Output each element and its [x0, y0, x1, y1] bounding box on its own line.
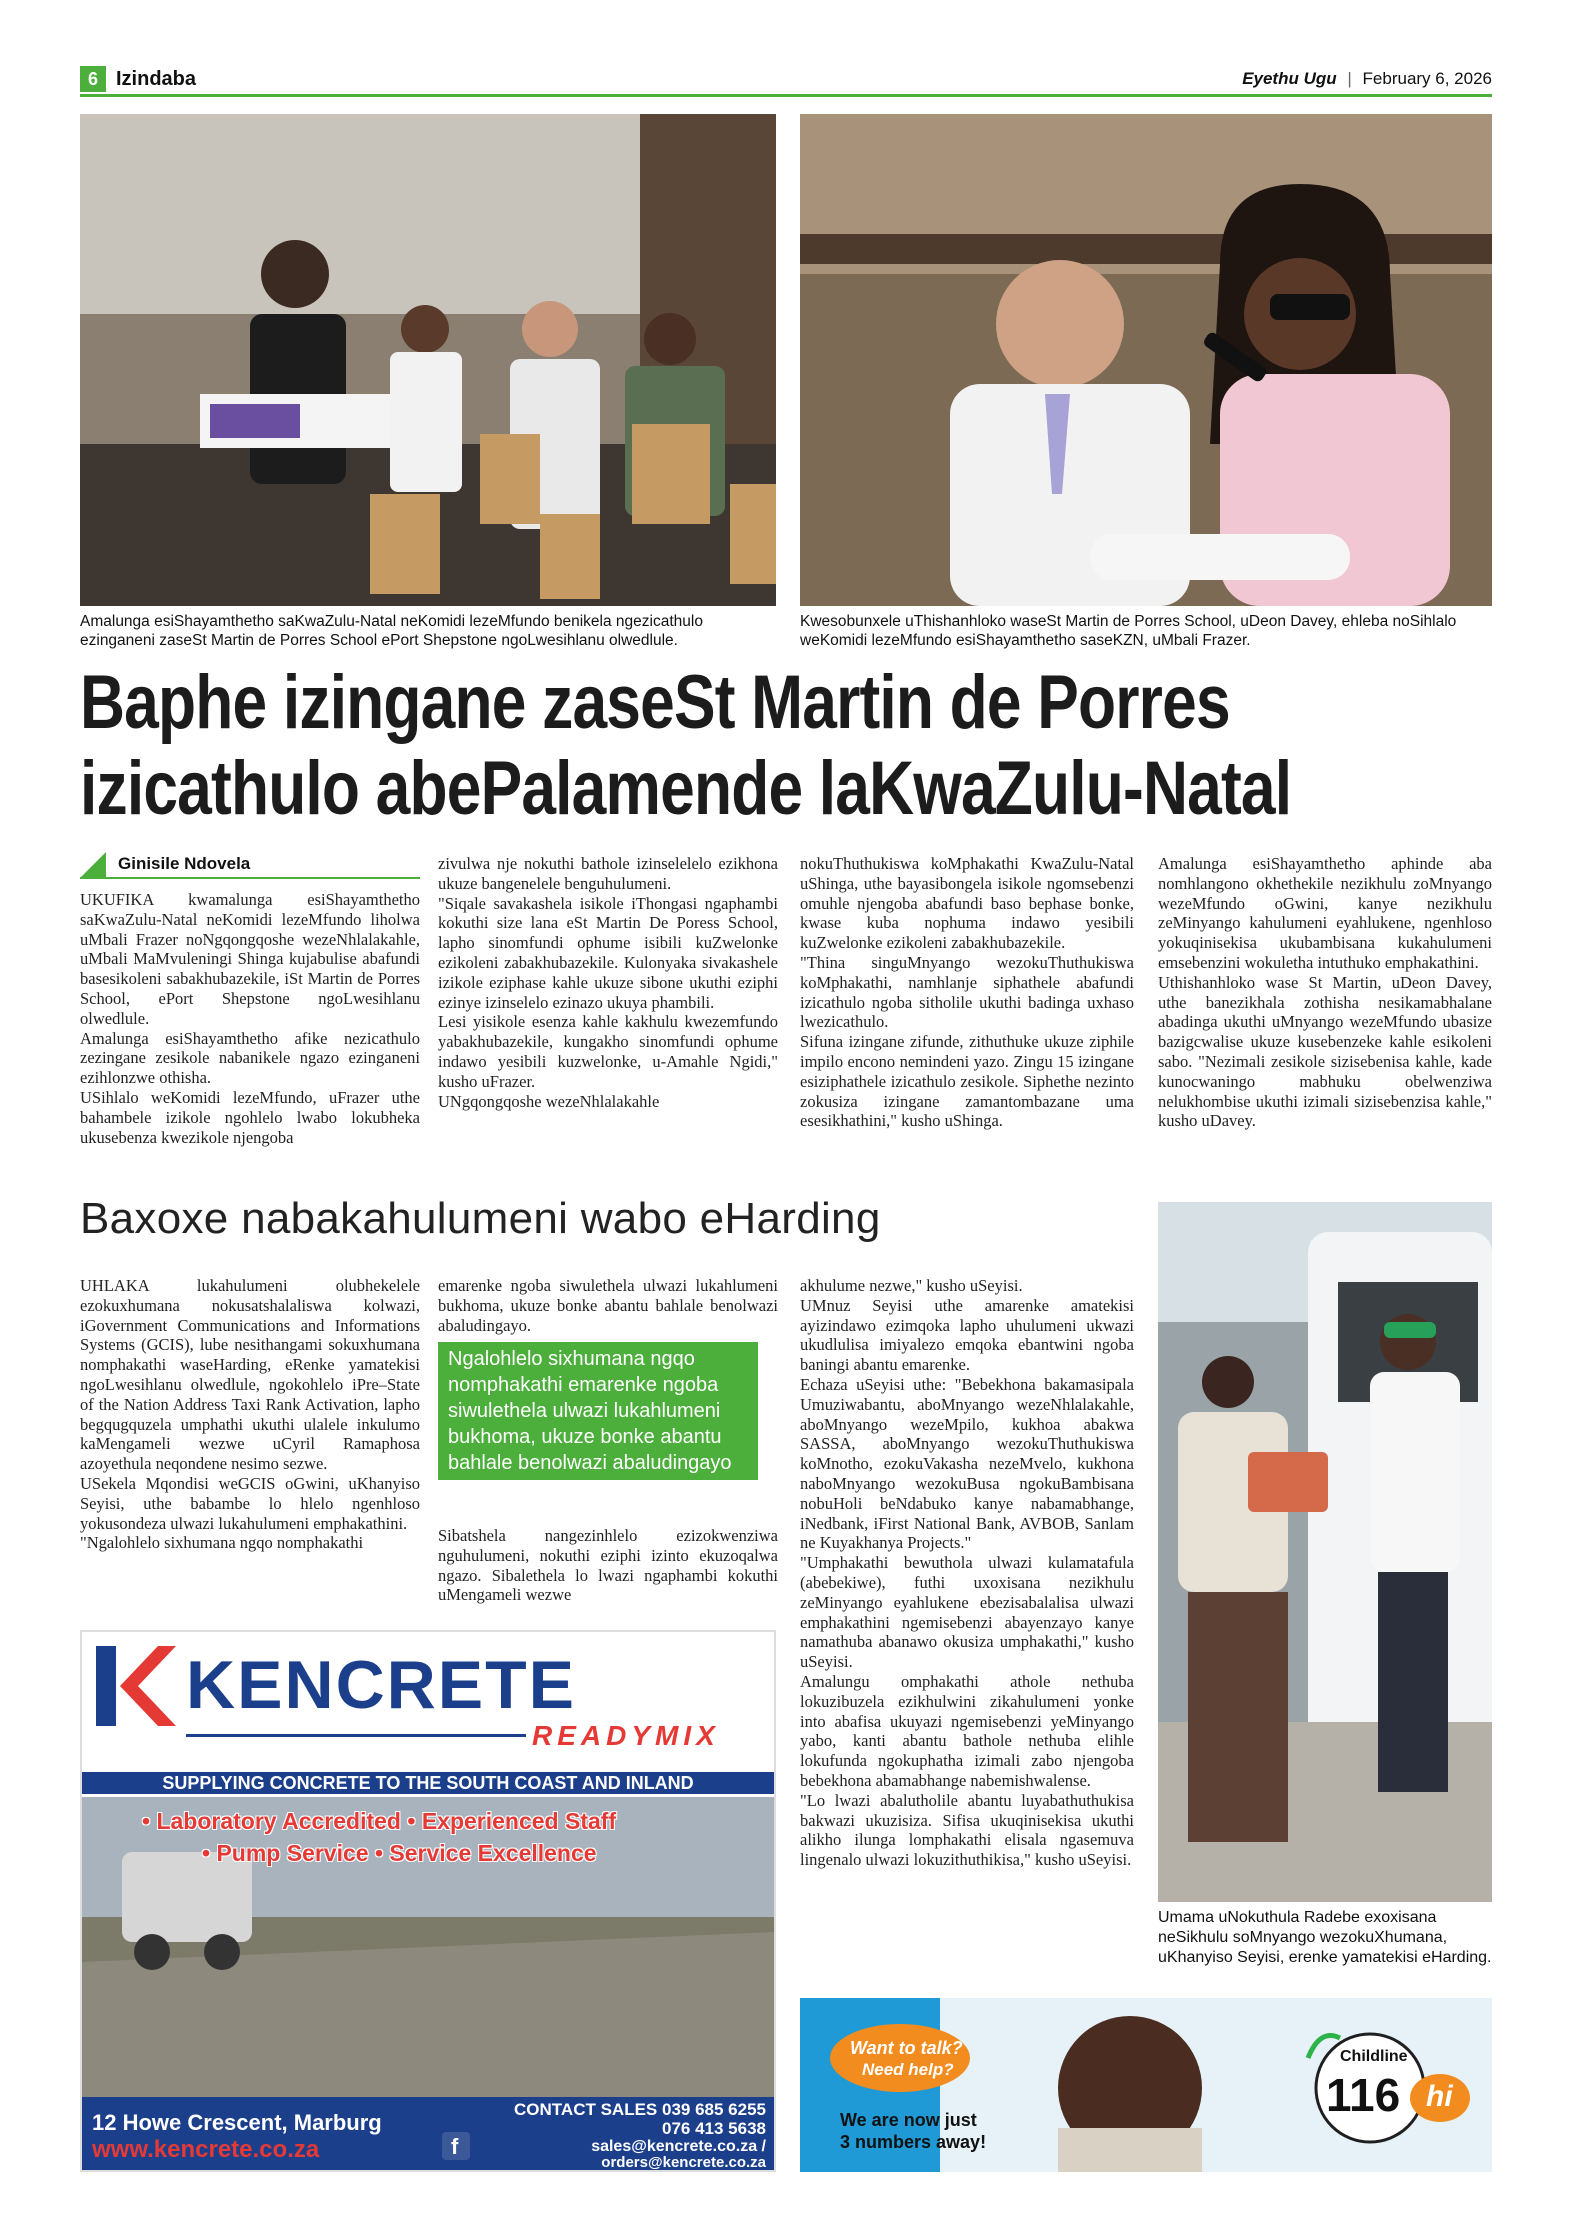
- issue-date: February 6, 2026: [1362, 69, 1492, 88]
- byline-rule: [80, 877, 420, 879]
- story2-headline: Baxoxe nabakahulumeni wabo eHarding: [80, 1194, 881, 1243]
- childline-brand: Childline: [1340, 2048, 1408, 2065]
- childline-hi: hi: [1426, 2080, 1453, 2113]
- photo-principal-and-chair: [800, 114, 1492, 606]
- publication-name: Eyethu Ugu: [1242, 69, 1337, 88]
- story1-column-4: Amalunga esiShayamthetho aphinde aba nomhlangono okhethekile nezikhulu zoMnyango wezeMfundo oGwini, kanye nezikhulu zeMinyango kahulumeni eyahlukene, ngenhloso yokuqinisekisa ukubambisana kukahulumeni emsebenzini wokuletha intuthuko emphakathini. Uthishanhloko wase St Martin, uDeon Davey, uthe banezikhala zothisha nesikamabhalane abadinga ukuthi uMnyango wezeMfundo ubasize bazigcwalise ukuze kusebenzeke kahle esikoleni sabo. "Nezimali zesikole sizisebenisa kahle, kade kunocwaningo mabhuku obelwenziwa nelukhombise ukuthi izimali sizisebenzisa kahle," kusho uDavey.: [1158, 854, 1492, 1131]
- photo-caption-taxi: Umama uNokuthula Radebe exoxisana neSikhulu soMnyango wezokuXhumana, uKhanyiso Seyisi, erenke yamatekisi eHarding.: [1158, 1909, 1492, 1966]
- story2-column-2-top: emarenke ngoba siwulethela ulwazi lukahlumeni bukhoma, ukuze bonke abantu bahlale benolwazi abaludingayo.: [438, 1276, 778, 1335]
- kencrete-email-1[interactable]: sales@kencrete.co.za /: [591, 2138, 766, 2155]
- story2-column-2-bottom: Sibatshela nangezinhlelo ezizokwenziwa nguhulumeni, nokuthi eziphi izinto ekuzoqalwa ngazo. Sibalethela lo lwazi ngaphambi kokuthi uMengameli wezwe: [438, 1526, 778, 1605]
- page-number: 6: [80, 66, 106, 92]
- childline-advert: [800, 1998, 1492, 2172]
- kencrete-contact-sales: CONTACT SALES 039 685 6255: [514, 2100, 766, 2119]
- header-rule: [80, 94, 1492, 97]
- byline: [80, 852, 420, 878]
- separator: |: [1347, 69, 1352, 88]
- story2-column-3: akhulume nezwe," kusho uSeyisi. UMnuz Seyisi uthe amarenke amatekisi ayizindawo ezimqoka lapho uhulumeni ukwazi ukudlulisa imiyalezo emqoka ebantwini ngoba baningi abantu emarenke. Echaza uSeyisi uthe: "Bebekhona bakamasipala Umuziwabantu, aboMnyango wezeNhlalakahle, aboMnyango wezeMpilo, kukhoa abakwa SASSA, aboMnyango wezokuThuthukiswa koMnotho, ezokuVakasha nezeMvelo, kukhona naboMnyango wezokuBusa ngokuBambisana nobuHoli beNdabuko kanye nabamabhange, iNedbank, iFirst National Bank, AVBOB, Sanlam ne Kuyakhanya Projects." "Umphakathi bewuthola ulwazi kulamatafula (abebekiwe), futhi uxoxisana nezikhulu zeMinyango eyahlukene ebezisabalalisa ulwazi emphakathini ngemisebenzi abayenzayo kanye namathuba abanawo okusiza umphakathi," kusho uSeyisi. Amalungu omphakathi athole nethuba lokuzibuzela ezikhulwini zikahulumeni yonke into abafisa ukuyazi ngemisebenzi yeMinyango yabo, kanti abantu batholе nethuba elihle lokufunda ngokuphatha izimali zabo njengoba bebekhona abamabhange nabemishwalense. "Lo lwazi abalutholile abantu luyabathuthukisa bakwazi ukuzisiza. Sifisa ukuqinisekisa ukuthi alikho ilunga lomphakathi elisala ngasemuva lingenalo ulwazi lokuzithuthikisa," kusho uSeyisi.: [800, 1276, 1134, 1870]
- photo-illustration: [1158, 1202, 1492, 1902]
- kencrete-logo-mark: [96, 1646, 176, 1726]
- story1-column-1: UKUFIKA kwamalunga esiShayamthetho saKwaZulu-Natal neKomidi lezeMfundo liholwa uMbali Frazer noNgqongqoshe wezeNhlalakahle, uMbali MaMvuleningi Shinga kujabulise abafundi basesikoleni sabakhubazekile, iSt Martin de Porres School, ePort Shepstone ngoLwesihlanu olwedlule. Amalunga esiShayamthetho afike nezicathulo zezingane zesikole nabanikele ngazo ezinganeni ezihlonzwe othisha. USihlalo weKomidi lezeMfundo, uFrazer uthe bahambele izikole ngohlelo lwabo lokubheka ukusebenza kwezikole njengoba: [80, 890, 420, 1147]
- pull-quote: Ngalohlelo sixhumana ngqo nomphakathi emarenke ngoba siwulethela ulwazi lukahlumeni bukhoma, ukuze bonke abantu bahlale benolwazi abaludingayo: [438, 1342, 758, 1480]
- childline-number[interactable]: 116: [1326, 2069, 1401, 2121]
- photo-taxi-rank: [1158, 1202, 1492, 1902]
- kencrete-underline: [186, 1734, 526, 1737]
- kencrete-email-2[interactable]: orders@kencrete.co.za: [601, 2154, 766, 2171]
- story1-column-2: zivulwa nje nokuthi batholе izinselelelo ezikhona ukuze bangenelele benguhulumeni. "Siqale savakashela isikole iThongasi ngaphambi kokuthi size lana eSt Martin De Poress School, lapho sinomfundi ophume isibili kuZwelonke ezikoleni zabakhubazekile. Kulonyaka sivakashele izikole eziphase kahle ukuze sibone ukuthi eziphi ezinye izinselelo ezinazo ukuya phambili. Lesi yisikole esenza kahle kakhulu kwezemfundo yabakhubazekile, kungakho sinomfundi ophume indawo yesibili kuzwelonke, u-Amahle Ngidi," kusho uFrazer. UNgqongqoshe wezeNhlalakahle: [438, 854, 778, 1111]
- kencrete-brand: KENCRETE: [186, 1647, 577, 1723]
- photo-shoe-donation: [80, 114, 776, 606]
- byline-marker: [80, 852, 106, 878]
- headline-line-2: izicathulo abePalamende laKwaZulu-Natal: [80, 746, 1292, 831]
- story2-column-1: UHLAKA lukahulumeni olubhekelele ezokuxhumana nokusatshalaliswa kolwazi, iGovernment Communications and Informations Systems (GCIS), lube nesithangami sokuxhumana nomphakathi waseHarding, eRenke yamatekisi ngoLwesihlanu olwedlule, ngokohlelo iPre–State of the Nation Address Taxi Rank Activation, lapho begqugquzela umphathi ukuthi ulalele inkulumo kaMengameli wezwe uCyril Ramaphosa azoyethula neqondene nesimo sezwe. USekela Mqondisi weGCIS oGwini, uKhanyiso Seyisi, uthe babambe lo hlelo ngenhloso yokusondeza ulwazi lukahulumeni emphakathini. "Ngalohlelo sixhumana ngqo nomphakathi: [80, 1276, 420, 1553]
- svg-text:f: f: [451, 2134, 459, 2159]
- kencrete-tagline: SUPPLYING CONCRETE TO THE SOUTH COAST AND INLAND: [162, 1773, 694, 1793]
- photo-illustration: [80, 114, 776, 606]
- kencrete-address: 12 Howe Crescent, Marburg: [92, 2110, 382, 2135]
- masthead-info: [1242, 66, 1492, 92]
- kencrete-bullets-2: • Pump Service • Service Excellence: [202, 1840, 597, 1866]
- photo-caption-left: Amalunga esiShayamthetho saKwaZulu-Natal neKomidi lezeMfundo benikela ngezicathulo ezinganeni zaseSt Martin de Porres School ePort Shepstone ngoLwesihlanu olwedlule.: [80, 613, 703, 649]
- photo-caption-right: Kwesobunxele uThishanhloko waseSt Martin de Porres School, uDeon Davey, ehleba noSihlalo weKomidi lezeMfundo esiShayamthetho saseKZN, uMbali Frazer.: [800, 613, 1457, 649]
- k-logo-icon: [96, 1646, 176, 1726]
- childline-bubble-1: Want to talk?: [850, 2038, 963, 2058]
- kencrete-phone-2: 076 413 5638: [662, 2119, 766, 2138]
- childline-line-2: 3 numbers away!: [840, 2132, 987, 2152]
- childline-bubble-2: Need help?: [862, 2060, 954, 2079]
- section-name: Izindaba: [116, 68, 197, 90]
- story1-column-3: nokuThuthukiswa koMphakathi KwaZulu-Natal uShinga, uthe bayasibongela isikole ngomsebenzi omuhle njengoba abafundi baso bephase bonke, kwase kuba nophuma indawo yesibili kuZwelonke ezikoleni zabakhubazekile. "Thina singuMnyango wezokuThuthukiswa koMphakathi, namhlanje siphathele abafundi izicathulo ngoba sitholile ukuthi badinga uxhaso lwezicathulo. Sifuna izingane zifunde, zithuthuke ukuze ziphile impilo encono nemindeni yazo. Zingu 15 izingane esiziphathele izicathulo zesikole. Siphethe nezinto zokusiza izingane zamantombazane uma esesikhathini," kusho uShinga.: [800, 854, 1134, 1131]
- kencrete-advert: [80, 1630, 776, 2172]
- headline-line-1: Baphe izingane zaseSt Martin de Porres: [80, 660, 1230, 745]
- kencrete-bullets-1: • Laboratory Accredited • Experienced Staff: [142, 1808, 617, 1834]
- kencrete-sub: READYMIX: [532, 1720, 720, 1751]
- byline-author: Ginisile Ndovela: [118, 854, 251, 873]
- photo-illustration: [800, 114, 1492, 606]
- childline-line-1: We are now just: [840, 2110, 977, 2130]
- kencrete-website[interactable]: www.kencrete.co.za: [92, 2136, 320, 2163]
